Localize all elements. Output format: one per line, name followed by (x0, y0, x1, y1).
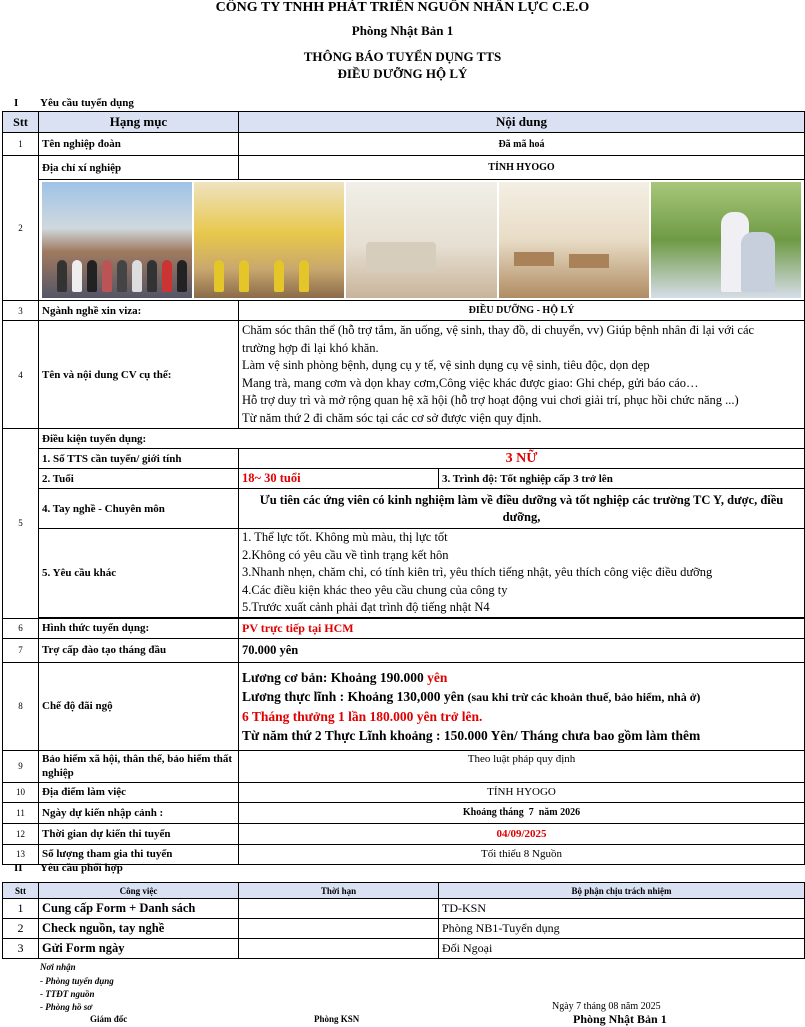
candidate-count-value: Tối thiểu 8 Nguồn (239, 844, 805, 864)
task-name: Gửi Form ngày (39, 939, 239, 959)
company-name: CÔNG TY TNHH PHÁT TRIỂN NGUỒN NHÂN LỰC C.E.O (215, 0, 590, 15)
task-department: Đối Ngoại (439, 939, 805, 959)
company-address-value: TỈNH HYOGO (239, 156, 805, 180)
job-description-line: trường hợp đi lại khó khăn. (242, 340, 379, 355)
row-stt: 3 (3, 301, 39, 321)
table-row (3, 429, 805, 449)
row-label: Chế độ đãi ngộ (39, 662, 239, 750)
job-description (239, 321, 805, 429)
row-label: Trợ cấp đào tạo tháng đầu (39, 638, 239, 662)
section-2-label: Yêu cầu phối hợp (40, 862, 123, 874)
job-description-line: Làm vệ sinh phòng bệnh, dụng cụ y tế, vệ sinh dụng cụ vệ sinh, tiêu độc, dọn dẹp (242, 358, 650, 372)
photo-nurse-with-patient (651, 182, 801, 298)
job-description-line: Hỗ trợ duy trì và mở rộng quan hệ xã hội (hỗ trợ hoạt động vui chơi giải trí, phục hồi chức năng ...) (242, 393, 739, 407)
table-row (3, 529, 805, 618)
task-deadline (239, 919, 439, 939)
table-row (3, 844, 805, 864)
conditions-heading: Điều kiện tuyển dụng: (39, 429, 805, 449)
requirement-line: 5.Trước xuất cảnh phải đạt trình độ tiếng nhật N4 (242, 600, 490, 614)
headcount-value: 3 NỮ (239, 449, 805, 469)
row-stt: 13 (3, 844, 39, 864)
col-header-deadline: Thời hạn (239, 883, 439, 899)
row-stt: 4 (3, 321, 39, 429)
table-row (3, 489, 805, 529)
photo-caregivers-dining (194, 182, 344, 298)
table-row (3, 449, 805, 469)
education-value: 3. Trình độ: Tốt nghiệp cấp 3 trở lên (439, 469, 805, 489)
coordination-table (2, 882, 805, 959)
age-value: 18~ 30 tuổi (239, 469, 439, 489)
requirements-table (2, 111, 805, 865)
photo-dining-hall (499, 182, 649, 298)
row-stt: 5 (3, 429, 39, 619)
col-header-content: Nội dung (239, 112, 805, 133)
recipient-item: - Phòng tuyển dụng (40, 976, 114, 986)
row-stt: 7 (3, 638, 39, 662)
row-label: Địa chỉ xí nghiệp (39, 156, 239, 180)
table-row (3, 939, 805, 959)
table-row (3, 662, 805, 750)
task-department: Phòng NB1-Tuyển dụng (439, 919, 805, 939)
row-stt: 2 (3, 156, 39, 301)
requirement-line: 3.Nhanh nhẹn, chăm chỉ, có tính kiên trì, yêu thích tiếng nhật, yêu thích công việc điều dưỡng (242, 565, 713, 579)
row-label: Tên và nội dung CV cụ thể: (39, 321, 239, 429)
task-stt: 1 (3, 899, 39, 919)
section-1-number: I (14, 97, 19, 109)
job-description-line: Mang trà, mang cơm và dọn khay cơm,Công việc khác được giao: Ghi chép, gửi báo cáo… (242, 375, 699, 390)
task-department: TD-KSN (439, 899, 805, 919)
net-salary-line: Lương thực lĩnh : Khoảng 130,000 yên (sau khi trừ các khoản thuế, bảo hiểm, nhà ở) (242, 688, 701, 704)
task-deadline (239, 939, 439, 959)
requirement-line: 2.Không có yêu cầu về tình trạng kết hôn (242, 547, 449, 562)
workplace-photos (39, 180, 805, 301)
exam-date-value: 04/09/2025 (239, 823, 805, 844)
section-1-label: Yêu cầu tuyển dụng (40, 97, 134, 109)
photo-care-room (346, 182, 496, 298)
row-label: Hình thức tuyển dụng: (39, 618, 239, 638)
notice-title: THÔNG BÁO TUYỂN DỤNG TTS (303, 49, 502, 64)
row-label: Tên nghiệp đoàn (39, 133, 239, 156)
row-label: Ngành nghề xin viza: (39, 301, 239, 321)
task-name: Check nguồn, tay nghề (39, 919, 239, 939)
table-row (3, 802, 805, 823)
row-label: Bảo hiểm xã hội, thân thể, bảo hiểm thất nghiệp (39, 750, 239, 782)
signature-japan-dept: Phòng Nhật Bản 1 (573, 1012, 667, 1026)
task-stt: 2 (3, 919, 39, 939)
entry-date-value: Khoảng tháng 7 năm 2026 (239, 802, 805, 823)
other-requirements-label: 5. Yêu cầu khác (39, 529, 239, 618)
training-allowance-value: 70.000 yên (239, 638, 805, 662)
other-requirements (239, 529, 805, 618)
requirement-line: 1. Thể lực tốt. Không mù màu, thị lực tốt (242, 530, 448, 544)
table-row (3, 750, 805, 782)
row-stt: 8 (3, 662, 39, 750)
photo-row (3, 180, 805, 301)
col-header-department: Bộ phận chịu trách nhiệm (439, 883, 805, 899)
job-description-line: Chăm sóc thân thể (hỗ trợ tắm, ăn uống, vệ sinh, thay đồ, di chuyển, vv) Giúp bệnh nhân đi lại với các (242, 323, 755, 337)
bonus-line: 6 Tháng thưởng 1 lần 180.000 yên trở lên. (242, 708, 483, 724)
requirement-line: 4.Các điều kiện khác theo yêu cầu chung của công ty (242, 582, 508, 597)
photo-group-staff (42, 182, 192, 298)
section-2-number: II (14, 862, 23, 874)
basic-salary-line: Lương cơ bản: Khoảng 190.000 yên (242, 669, 448, 685)
row-stt: 9 (3, 750, 39, 782)
row-label: Thời gian dự kiến thi tuyển (39, 823, 239, 844)
skill-label: 4. Tay nghề - Chuyên môn (39, 489, 239, 529)
department-name: Phòng Nhật Bản 1 (351, 23, 454, 38)
table-row (3, 919, 805, 939)
signature-director: Giám đốc (90, 1014, 128, 1024)
table-row (3, 823, 805, 844)
job-description-line: Từ năm thứ 2 đi chăm sóc tại các cơ sở được viện quy định. (242, 410, 542, 425)
col-header-task: Công việc (39, 883, 239, 899)
skill-value: Ưu tiên các ứng viên có kinh nghiệm làm về điều dưỡng và tốt nghiệp các trường TC Y, dược, điều dưỡng, (239, 489, 805, 529)
workplace-value: TỈNH HYOGO (239, 782, 805, 802)
table-row (3, 782, 805, 802)
notice-subtitle: ĐIỀU DƯỠNG HỘ LÝ (337, 66, 468, 81)
second-year-salary-line: Từ năm thứ 2 Thực Lĩnh khoảng : 150.000 Yên/ Tháng chưa bao gồm làm thêm (242, 727, 701, 743)
recipient-item: - TTĐT nguồn (40, 989, 95, 999)
table-row (3, 133, 805, 156)
row-stt: 1 (3, 133, 39, 156)
row-label: Địa điểm làm việc (39, 782, 239, 802)
headcount-label: 1. Số TTS cần tuyển/ giới tính (39, 449, 239, 469)
insurance-value: Theo luật pháp quy định (239, 750, 805, 782)
signature-ksn: Phòng KSN (314, 1014, 360, 1024)
table-row (3, 899, 805, 919)
row-stt: 12 (3, 823, 39, 844)
col-header-stt: Stt (3, 112, 39, 133)
table-row (3, 469, 805, 489)
document-date: Ngày 7 tháng 08 năm 2025 (552, 1001, 661, 1012)
task-deadline (239, 899, 439, 919)
recipient-item: - Phòng hồ sơ (40, 1002, 93, 1012)
row-label: Ngày dự kiến nhập cảnh : (39, 802, 239, 823)
union-name-value: Đã mã hoá (239, 133, 805, 156)
benefits-details (239, 662, 805, 750)
task-name: Cung cấp Form + Danh sách (39, 899, 239, 919)
recipients-title: Nơi nhận (40, 962, 76, 972)
job-title-value: ĐIỀU DƯỠNG - HỘ LÝ (239, 301, 805, 321)
row-stt: 11 (3, 802, 39, 823)
row-stt: 6 (3, 618, 39, 638)
interview-format-value: PV trực tiếp tại HCM (239, 618, 805, 638)
table-row (3, 618, 805, 638)
col-header-stt: Stt (3, 883, 39, 899)
row-stt: 10 (3, 782, 39, 802)
age-label: 2. Tuổi (39, 469, 239, 489)
table-row (3, 301, 805, 321)
col-header-item: Hạng mục (39, 112, 239, 133)
row-label: Số lượng tham gia thi tuyển (39, 844, 239, 864)
table-row (3, 156, 805, 180)
table-row (3, 321, 805, 429)
table-row (3, 638, 805, 662)
task-stt: 3 (3, 939, 39, 959)
